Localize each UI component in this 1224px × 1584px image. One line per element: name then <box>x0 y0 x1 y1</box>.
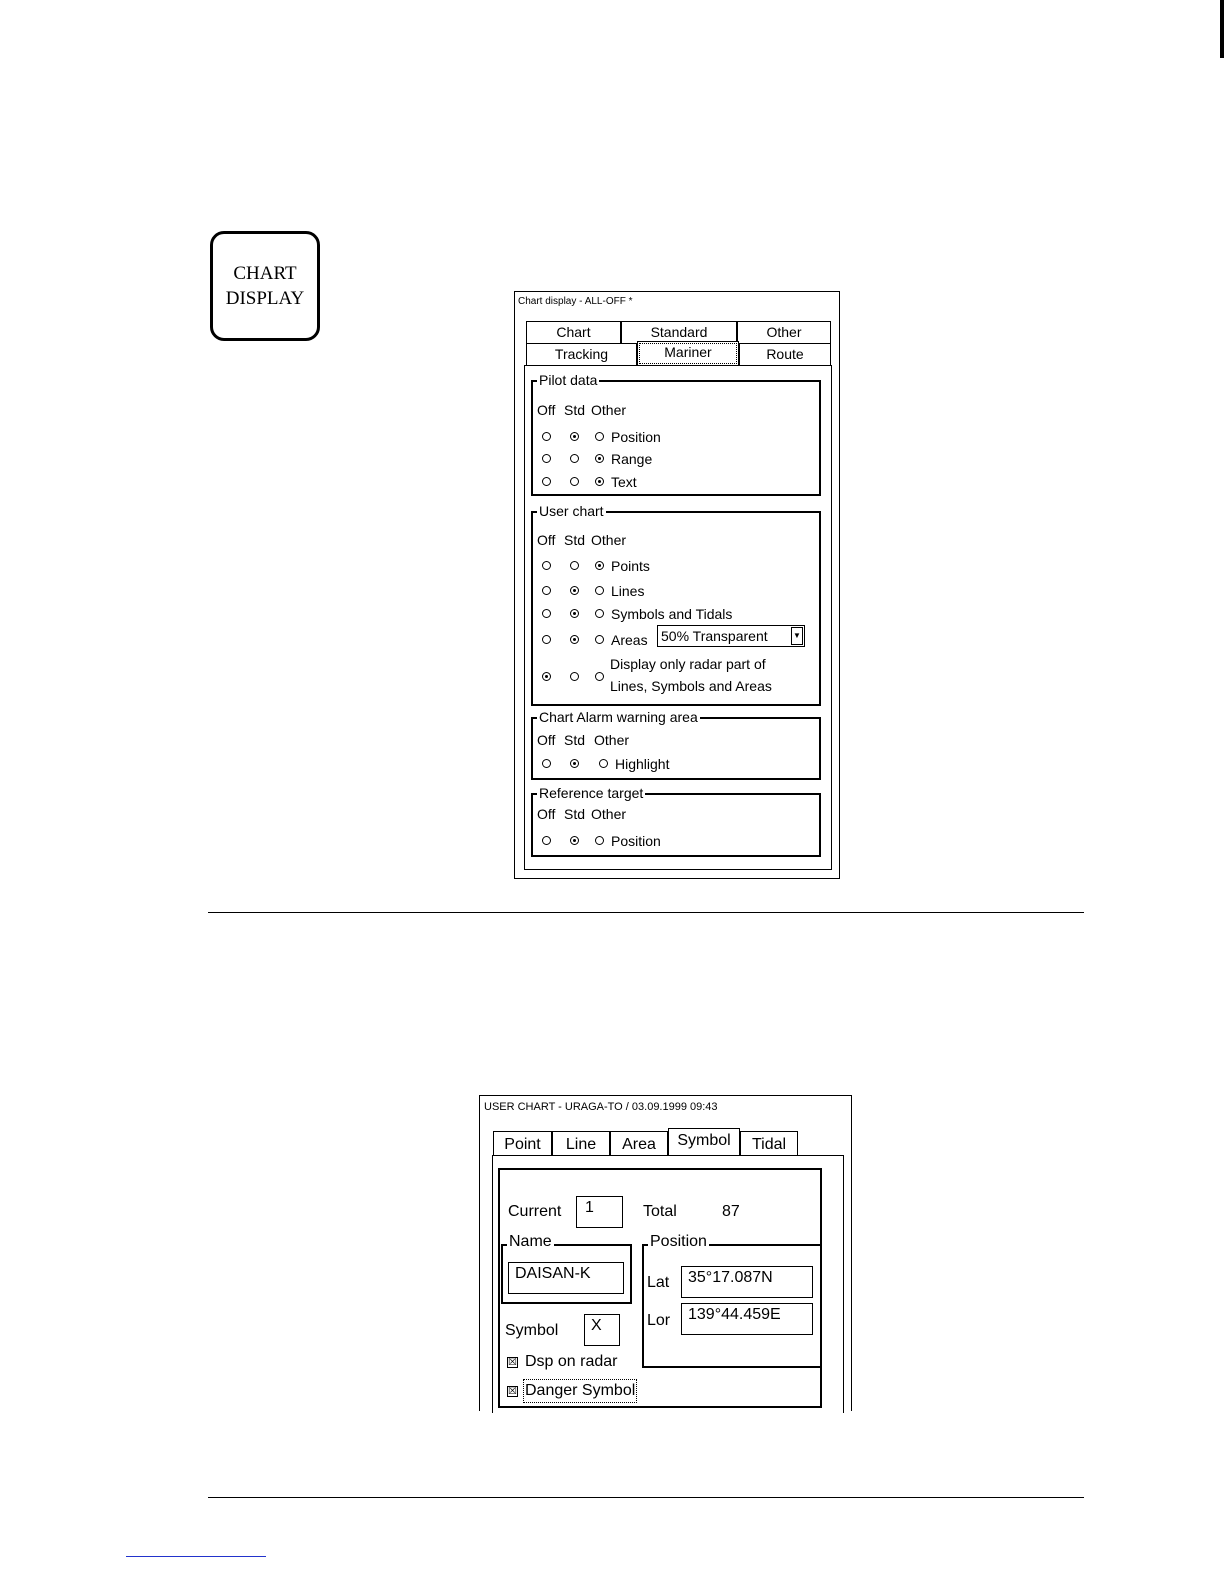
tab-line[interactable]: Line <box>552 1131 610 1155</box>
chevron-down-icon[interactable]: ▼ <box>791 627 803 645</box>
current-label: Current <box>508 1203 562 1220</box>
symbol-panel <box>492 1155 844 1413</box>
tab-point[interactable]: Point <box>493 1131 552 1155</box>
radio-other[interactable] <box>595 586 604 595</box>
col-header-other: Other <box>594 732 630 748</box>
pilot-row-range <box>533 450 819 468</box>
row-label: Points <box>611 558 650 574</box>
radio-std[interactable] <box>570 672 579 681</box>
radio-other[interactable] <box>595 672 604 681</box>
row-label: Areas <box>611 632 648 648</box>
window-title: Chart display - ALL-OFF * <box>518 296 633 307</box>
window-title: USER CHART - URAGA-TO / 03.09.1999 09:43 <box>484 1101 718 1113</box>
tab-symbol[interactable]: Symbol <box>668 1128 740 1156</box>
tab-route[interactable]: Route <box>739 343 831 365</box>
pilot-data-legend: Pilot data <box>539 372 598 388</box>
select-value: 50% Transparent <box>661 628 768 644</box>
row-label: Symbols and Tidals <box>611 606 733 622</box>
lon-field[interactable]: 139°44.459E <box>681 1303 813 1335</box>
radio-off[interactable] <box>542 672 551 681</box>
radio-other[interactable] <box>595 609 604 618</box>
areas-transparency-select[interactable] <box>657 625 805 647</box>
col-header-other: Other <box>591 402 627 418</box>
radio-off[interactable] <box>542 586 551 595</box>
radio-off[interactable] <box>542 561 551 570</box>
tab-tracking[interactable]: Tracking <box>526 343 637 365</box>
col-header-off: Off <box>537 532 556 548</box>
radar-only-label-line1: Display only radar part of <box>610 656 766 672</box>
user-row-symbols-tidals <box>533 605 819 623</box>
radio-other[interactable] <box>595 432 604 441</box>
danger-symbol-checkbox[interactable]: ☒ <box>508 1386 517 1397</box>
total-label: Total <box>643 1203 677 1220</box>
pilot-row-position <box>533 428 819 446</box>
col-header-std: Std <box>564 806 586 822</box>
user-row-lines <box>533 582 819 600</box>
radio-other[interactable] <box>595 561 604 570</box>
name-field[interactable]: DAISAN-K <box>508 1262 624 1294</box>
page-edge-bar <box>1220 0 1224 58</box>
radio-other[interactable] <box>595 454 604 463</box>
col-header-off: Off <box>537 806 556 822</box>
current-field[interactable]: 1 <box>576 1196 623 1228</box>
lat-field[interactable]: 35°17.087N <box>681 1266 813 1298</box>
row-label: Position <box>611 833 661 849</box>
reference-row-position <box>533 832 819 850</box>
radio-other[interactable] <box>599 759 608 768</box>
name-group <box>501 1233 632 1304</box>
dsp-on-radar-label: Dsp on radar <box>525 1353 618 1370</box>
symbol-field[interactable]: X <box>584 1314 620 1346</box>
lon-label: Lor <box>647 1312 671 1329</box>
user-row-points <box>533 557 819 575</box>
col-header-off: Off <box>537 732 556 748</box>
name-legend: Name <box>509 1233 552 1250</box>
col-header-std: Std <box>564 532 586 548</box>
tab-tidal[interactable]: Tidal <box>740 1131 798 1155</box>
position-group <box>642 1233 822 1368</box>
reference-target-group <box>531 785 821 857</box>
user-chart-group <box>531 503 821 706</box>
tab-area[interactable]: Area <box>610 1131 668 1155</box>
row-label: Range <box>611 451 653 467</box>
radio-std[interactable] <box>570 432 579 441</box>
pilot-data-group <box>531 372 821 496</box>
user-chart-legend: User chart <box>539 503 604 519</box>
footer-link-underline <box>126 1556 266 1557</box>
tab-chart[interactable]: Chart <box>526 321 621 343</box>
chart-display-window <box>514 291 840 879</box>
dsp-on-radar-checkbox[interactable]: ☒ <box>508 1357 517 1368</box>
symbol-label: Symbol <box>505 1322 559 1339</box>
total-value: 87 <box>722 1203 740 1220</box>
radio-std[interactable] <box>570 586 579 595</box>
row-label: Position <box>611 429 661 445</box>
row-label: Highlight <box>615 756 670 772</box>
radar-only-label-line2: Lines, Symbols and Areas <box>610 678 772 694</box>
row-label: Text <box>611 474 637 490</box>
symbol-inner-frame <box>498 1168 822 1408</box>
alarm-row-highlight <box>533 755 819 773</box>
col-header-other: Other <box>591 806 627 822</box>
row-label: Lines <box>611 583 645 599</box>
radio-off[interactable] <box>542 432 551 441</box>
radio-off[interactable] <box>542 836 551 845</box>
radio-std[interactable] <box>570 561 579 570</box>
col-header-std: Std <box>564 402 586 418</box>
radio-off[interactable] <box>542 454 551 463</box>
tab-mariner[interactable]: Mariner <box>637 341 739 366</box>
col-header-std: Std <box>564 732 586 748</box>
radio-std[interactable] <box>570 836 579 845</box>
key-label-line1: CHART <box>233 263 297 284</box>
tab-other[interactable]: Other <box>737 321 831 343</box>
radio-other[interactable] <box>595 836 604 845</box>
section-divider <box>208 912 1084 913</box>
user-chart-window <box>479 1095 852 1411</box>
radio-off[interactable] <box>542 759 551 768</box>
alarm-area-legend: Chart Alarm warning area <box>539 709 698 725</box>
mariner-panel <box>524 365 832 870</box>
lat-label: Lat <box>647 1274 670 1291</box>
radio-other[interactable] <box>595 477 604 486</box>
tab-standard[interactable]: Standard <box>621 321 737 343</box>
col-header-other: Other <box>591 532 627 548</box>
pilot-row-text <box>533 473 819 491</box>
radio-std[interactable] <box>570 635 579 644</box>
position-legend: Position <box>650 1233 707 1250</box>
danger-symbol-label: Danger Symbol <box>525 1382 636 1399</box>
key-label-line2: DISPLAY <box>225 288 305 309</box>
radio-off[interactable] <box>542 609 551 618</box>
reference-target-legend: Reference target <box>539 785 644 801</box>
radio-other[interactable] <box>595 635 604 644</box>
alarm-area-group <box>531 709 821 780</box>
radio-off[interactable] <box>542 477 551 486</box>
radio-std[interactable] <box>570 759 579 768</box>
radio-std[interactable] <box>570 609 579 618</box>
radio-std[interactable] <box>570 454 579 463</box>
radio-off[interactable] <box>542 635 551 644</box>
chart-display-key[interactable] <box>210 231 320 341</box>
radio-std[interactable] <box>570 477 579 486</box>
footer-divider <box>208 1497 1084 1498</box>
col-header-off: Off <box>537 402 556 418</box>
